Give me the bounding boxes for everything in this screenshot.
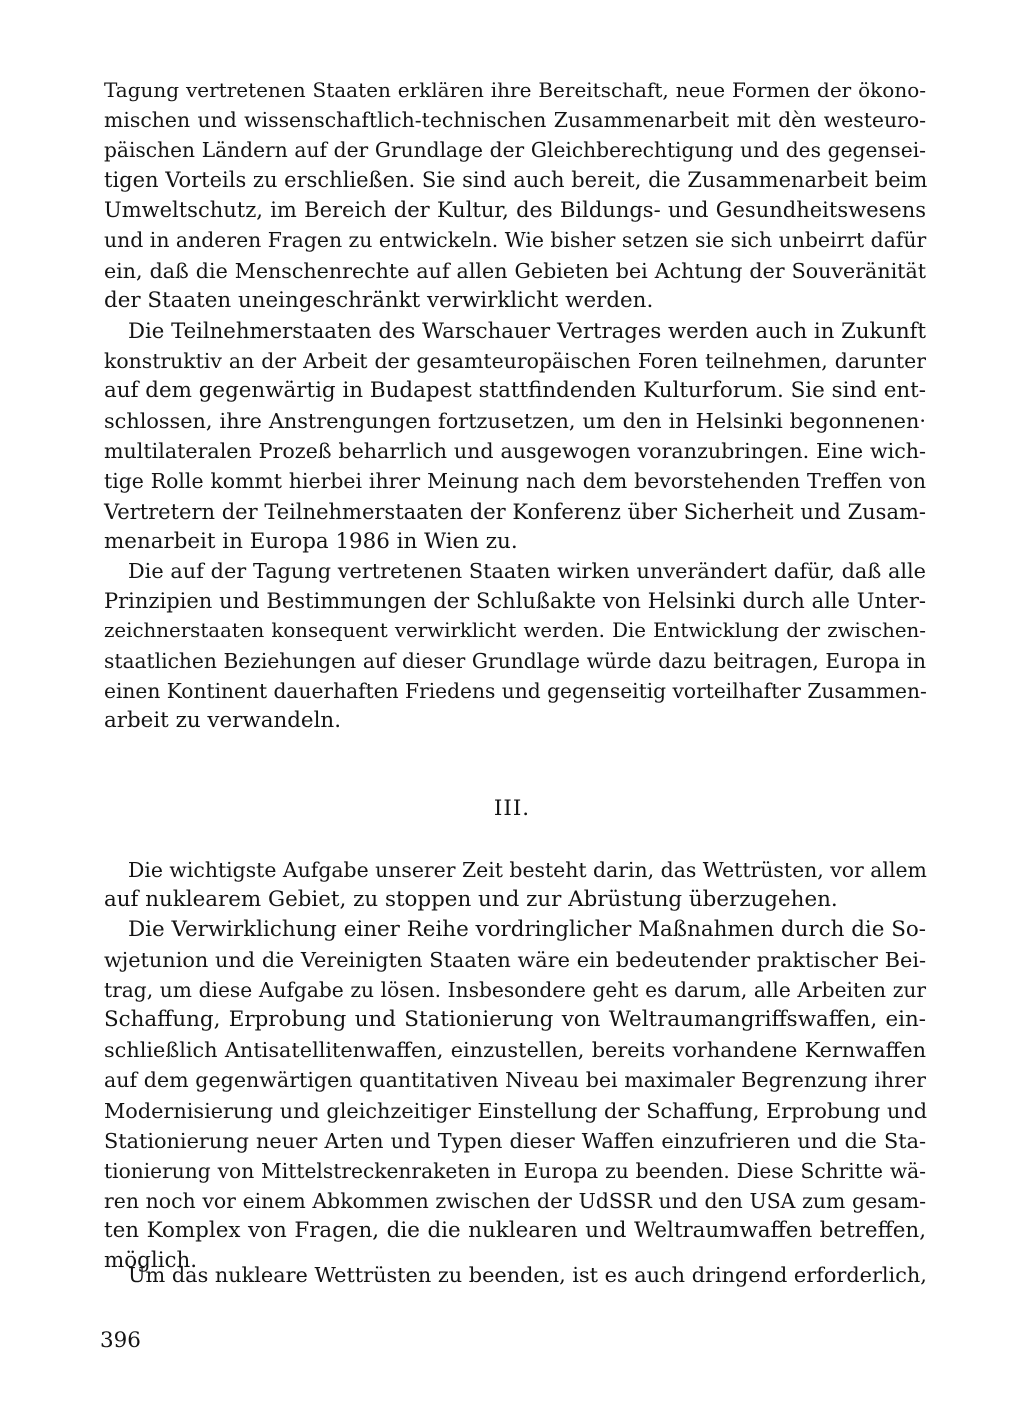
paragraph-3 bbox=[104, 556, 926, 737]
text-line: und in anderen Fragen zu entwickeln. Wie bisher setzen sie sich unbeirrt dafür bbox=[104, 228, 927, 253]
text-line: wjetunion und die Vereinigten Staaten wäre ein bedeutender praktischer Bei- bbox=[104, 948, 926, 973]
text-line: auf dem gegenwärtigen quantitativen Niveau bei maximaler Begrenzung ihrer bbox=[104, 1068, 926, 1093]
text-line: Die Verwirklichung einer Reihe vordringlicher Maßnahmen durch die So- bbox=[128, 917, 926, 942]
text-line: zeichnerstaaten konsequent verwirklicht werden. Die Entwicklung der zwischen- bbox=[104, 619, 926, 643]
text-line: päischen Ländern auf der Grundlage der Gleichberechtigung und des gegensei- bbox=[104, 138, 926, 163]
text-line: Tagung vertretenen Staaten erklären ihre Bereitschaft, neue Formen der ökono- bbox=[104, 78, 926, 102]
text-line: Schaffung, Erprobung und Stationierung von Weltraumangriffswaffen, ein- bbox=[104, 1007, 926, 1033]
text-line: Vertretern der Teilnehmerstaaten der Konferenz über Sicherheit und Zusam- bbox=[104, 499, 926, 524]
paragraph-2 bbox=[104, 316, 926, 557]
text-line: möglich. bbox=[104, 1248, 198, 1274]
paragraph-1 bbox=[104, 75, 926, 316]
section-heading: III. bbox=[493, 796, 531, 821]
text-line: Um das nukleare Wettrüsten zu beenden, ist es auch dringend erforderlich, bbox=[128, 1263, 927, 1287]
text-line: Prinzipien und Bestimmungen der Schlußakte von Helsinki durch alle Unter- bbox=[104, 589, 926, 614]
text-line: auf dem gegenwärtig in Budapest stattfindenden Kulturforum. Sie sind ent- bbox=[104, 378, 926, 404]
text-line: mischen und wissenschaftlich-technischen Zusammenarbeit mit dèn westeuro- bbox=[104, 108, 926, 133]
text-line: schlossen, ihre Anstrengungen fortzusetzen, um den in Helsinki begonnenen· bbox=[104, 409, 926, 434]
text-line: tigen Vorteils zu erschließen. Sie sind auch bereit, die Zusammenarbeit beim bbox=[104, 168, 928, 193]
text-line: der Staaten uneingeschränkt verwirklicht werden. bbox=[104, 287, 654, 313]
paragraph-6 bbox=[104, 1260, 926, 1290]
text-line: Umweltschutz, im Bereich der Kultur, des Bildungs- und Gesundheitswesens bbox=[104, 198, 926, 223]
text-line: Die auf der Tagung vertretenen Staaten wirken unverändert dafür, daß alle bbox=[128, 559, 926, 583]
text-line: staatlichen Beziehungen auf dieser Grundlage würde dazu beitragen, Europa in bbox=[104, 649, 926, 674]
text-line: trag, um diese Aufgabe zu lösen. Insbesondere geht es darum, alle Arbeiten zur bbox=[104, 978, 926, 1003]
text-line: Die wichtigste Aufgabe unserer Zeit besteht darin, das Wettrüsten, vor allem bbox=[128, 858, 927, 882]
paragraph-5 bbox=[104, 915, 926, 1276]
text-line: menarbeit in Europa 1986 in Wien zu. bbox=[104, 528, 518, 554]
text-line: arbeit zu verwandeln. bbox=[104, 708, 341, 734]
text-line: auf nuklearem Gebiet, zu stoppen und zur Abrüstung überzugehen. bbox=[104, 887, 838, 913]
text-line: Modernisierung und gleichzeitiger Einstellung der Schaffung, Erprobung und bbox=[104, 1098, 928, 1123]
text-line: ten Komplex von Fragen, die die nuklearen und Weltraumwaffen betreffen, bbox=[104, 1217, 926, 1243]
text-line: ren noch vor einem Abkommen zwischen der UdSSR und den USA zum gesam- bbox=[104, 1188, 926, 1213]
text-line: schließlich Antisatellitenwaffen, einzustellen, bereits vorhandene Kernwaffen bbox=[104, 1038, 926, 1063]
text-line: ein, daß die Menschenrechte auf allen Gebieten bei Achtung der Souveränität bbox=[104, 258, 926, 283]
text-line: multilateralen Prozeß beharrlich und ausgewogen voranzubringen. Eine wich- bbox=[104, 439, 926, 464]
text-line: Die Teilnehmerstaaten des Warschauer Vertrages werden auch in Zukunft bbox=[128, 318, 926, 343]
text-line: einen Kontinent dauerhaften Friedens und gegenseitig vorteilhafter Zusammen- bbox=[104, 679, 927, 704]
paragraph-4 bbox=[104, 855, 926, 915]
text-line: tionierung von Mittelstreckenraketen in Europa zu beenden. Diese Schritte wä- bbox=[104, 1158, 926, 1183]
text-line: konstruktiv an der Arbeit der gesamteuropäischen Foren teilnehmen, darunter bbox=[104, 349, 926, 374]
text-line: Stationierung neuer Arten und Typen dieser Waffen einzufrieren und die Sta- bbox=[104, 1128, 926, 1153]
text-line: tige Rolle kommt hierbei ihrer Meinung nach dem bevorstehenden Treffen von bbox=[104, 469, 926, 494]
page-number: 396 bbox=[100, 1328, 141, 1353]
